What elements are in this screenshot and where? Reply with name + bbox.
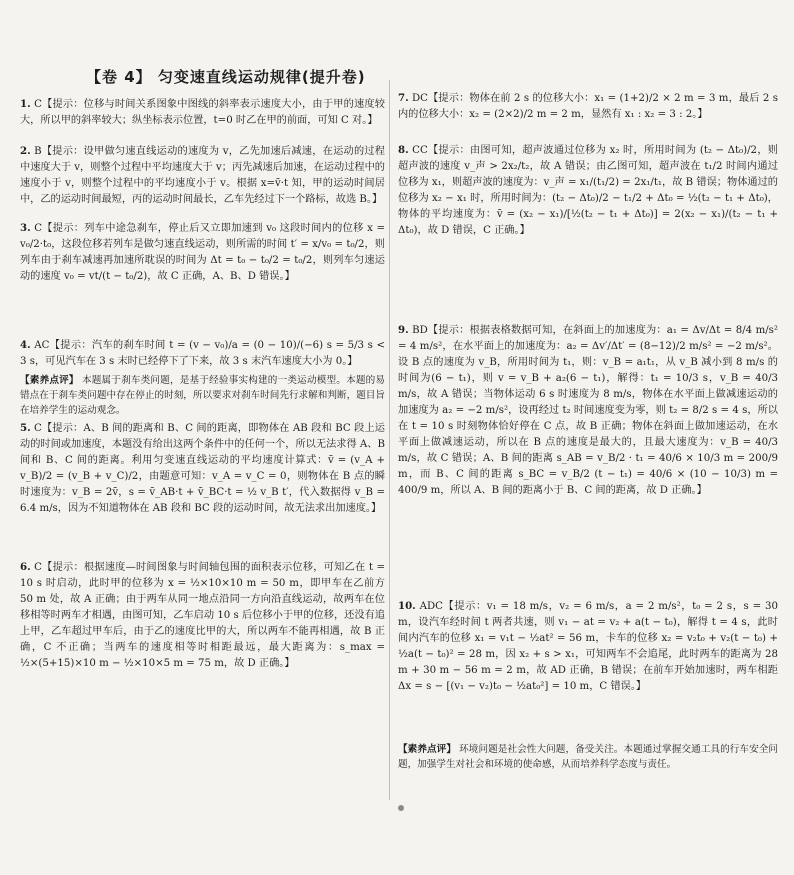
answer-3: 3. C【提示：列车中途急刹车，停止后又立即加速到 v₀ 这段时间内的位移 x = v₀/2·t₀，这段位移若列车是做匀速直线运动，则所需的时间 t′ = x/v₀ = t₀/2，则列车由于刹车减速再加速所耽误的时间为 Δt = t₀ − t₀/2 = t₀/2，则列车匀速运动的速度 v₀ = vt/(t − t₀/2)，故 C 正确，A、B、D 错误。】 xyxy=(20,222,385,282)
column-divider xyxy=(389,80,390,800)
answer-4: 4. AC【提示：汽车的刹车时间 t = (v − v₀)/a = (0 − 10)/(−6) s = 5/3 s < 3 s，可见汽车在 3 s 末时已经停下了下来，故 3 s 末汽车速度大小为 0。】 xyxy=(20,339,385,367)
literacy-comment-2: 【素养点评】 环境问题是社会性大问题，备受关注。本题通过掌握交通工具的行车安全问题，加强学生对社会和环境的使命感，从而培养科学态度与责任。 xyxy=(398,744,778,770)
section-title: 【卷 4】 匀变速直线运动规律(提升卷) xyxy=(86,68,366,86)
answer-8: 8. CC【提示：由图可知，超声波通过位移为 x₂ 时，所用时间为 (t₂ − Δt₀)/2，则超声波的速度 v_声 > 2x₂/t₂，故 A 错误；由乙图可知，超声波在 t₁/2 时间内通过位移为 x₁，则超声波的速度为：v_声 = x₁/(t₁/2) = 2x₁/t₁，故 B 错误；物体通过的位移为 x₂ − x₁ 时，所用时间为：(t₂ − Δt₀)/2 − t₁/2 + Δt₀ = ½(t₂ − t₁ + Δt₀)，物体的平均速度为：v̄ = (x₂ − x₁)/[½(t₂ − t₁ + Δt₀)] = 2(x₂ − x₁)/(t₂ − t₁ + Δt₀)，故 D 错误，C 正确。】 xyxy=(398,144,778,236)
answer-7: 7. DC【提示：物体在前 2 s 的位移大小：x₁ = (1+2)/2 × 2 m = 3 m，最后 2 s 内的位移大小：x₂ = (2×2)/2 m = 2 m，显然有 x₁ : x₂ = 3 : 2。】 xyxy=(398,92,778,120)
answer-1: 1. C【提示：位移与时间关系图象中图线的斜率表示速度大小，由于甲的速度较大，所以甲的斜率较大；纵坐标表示位置，t=0 时乙在甲的前面，可知 C 对。】 xyxy=(20,98,385,126)
answer-2: 2. B【提示：设甲做匀速直线运动的速度为 v，乙先加速后减速，在运动的过程中速度大于 v，则整个过程中平均速度大于 v；丙先减速后加速，在运动过程中的速度小于 v，则整个过程中的平均速度小于 v。根据 x=v̄·t 知，甲的运动时间居中，乙的运动时间最短，丙的运动时间最长，乙车先经过下一个路标，故选 B。】 xyxy=(20,145,385,205)
answer-9: 9. BD【提示：根据表格数据可知，在斜面上的加速度为：a₁ = Δv/Δt = 8/4 m/s² = 4 m/s²，在水平面上的加速度为：a₂ = Δv′/Δt′ = (8−12)/2 m/s² = −2 m/s²。设 B 点的速度为 v_B，所用时间为 t₁，则：v_B = a₁t₁，从 v_B 减小到 8 m/s 的时间为(6 − t₁)，则 v = v_B + a₂(6 − t₁)，解得：t₁ = 10/3 s，v_B = 40/3 m/s，故 A 错误；当物体运动 6 s 时速度为 8 m/s，物体在水平面上做减速运动的加速度为 a₂ = −2 m/s²，设再经过 t₂ 时间速度变为零，则 t₂ = 8/2 s = 4 s，所以在 t = 10 s 时刻物体恰好停在 C 点，故 B 正确；物体在斜面上做加速运动，在水平面上做减速运动，所以在 B 点的速度是最大的，且最大速度为：v_B = 40/3 m/s，故 C 错误；A、B 间的距离 s_AB = v_B/2 · t₁ = 40/6 × 10/3 m = 200/9 m，而 B、C 间的距离 s_BC = v_B/2 (t − t₁) = 40/6 × (10 − 10/3) m = 400/9 m，所以 A、B 间的距离小于 B、C 间的距离，故 D 正确。】 xyxy=(398,324,778,496)
bullet-mark xyxy=(398,805,404,811)
literacy-comment-1: 【素养点评】 本题属于刹车类问题，是基于经验事实构建的一类运动模型。本题的易错点在于刹车类问题中存在停止的时刻，所以要求对刹车时间先行求解和判断，题目旨在培养学生的运动观念。 xyxy=(20,375,385,416)
answer-5: 5. C【提示：A、B 间的距离和 B、C 间的距离，即物体在 AB 段和 BC 段上运动的时间或加速度，本题没有给出这两个条件中的任何一个，所以无法求得 A、B 间和 B、C 间的距离。利用匀变速直线运动的平均速度计算式：v̄ = (v_A + v_B)/2 = (v_B + v_C)/2，由题意可知：v_A = v_C = 0，则物体在 B 点的瞬时速度为：v_B = 2v̄，s = v̄_AB·t + v̄_BC·t = ½ v_B t′，代入数据得 v_B = 6.4 m/s，因为不知道物体在 AB 段和 BC 段的运动时间，故无法求出加速度。】 xyxy=(20,422,385,514)
answer-10: 10. ADC【提示：v₁ = 18 m/s，v₂ = 6 m/s，a = 2 m/s²，t₀ = 2 s，s = 30 m，设汽车经时间 t 两者共速，则 v₁ − at = v₂ + a(t − t₀)，解得 t = 4 s，此时间内汽车的位移 x₁ = v₁t − ½at² = 56 m，卡车的位移 x₂ = v₂t₀ + v₂(t − t₀) + ½a(t − t₀)² = 28 m，因 x₂ + s > x₁，可知两车不会追尾，此时两车的距离为 28 m + 30 m − 56 m = 2 m，故 AD 正确，B 错误；在前车开始加速时，两车相距 Δx = s − [(v₁ − v₂)t₀ − ½at₀²] = 10 m，C 错误。】 xyxy=(398,600,778,692)
answer-6: 6. C【提示：根据速度—时间图象与时间轴包围的面积表示位移，可知乙在 t = 10 s 时启动，此时甲的位移为 x = ½×10×10 m = 50 m，即甲车在乙前方 50 m 处，故 A 正确；由于两车从同一地点沿同一方向沿直线运动，故两车在位移相等时两车才相遇，由图可知，乙车启动 10 s 后位移小于甲的位移，还没有追上甲，乙车超过甲车后，由于乙的速度比甲的大，所以两车不能再相遇，故 B 正确，C 不正确；当两车的速度相等时相距最远，最大距离为：s_max = ½×(5+15)×10 m − ½×10×5 m = 75 m，故 D 正确。】 xyxy=(20,561,385,669)
